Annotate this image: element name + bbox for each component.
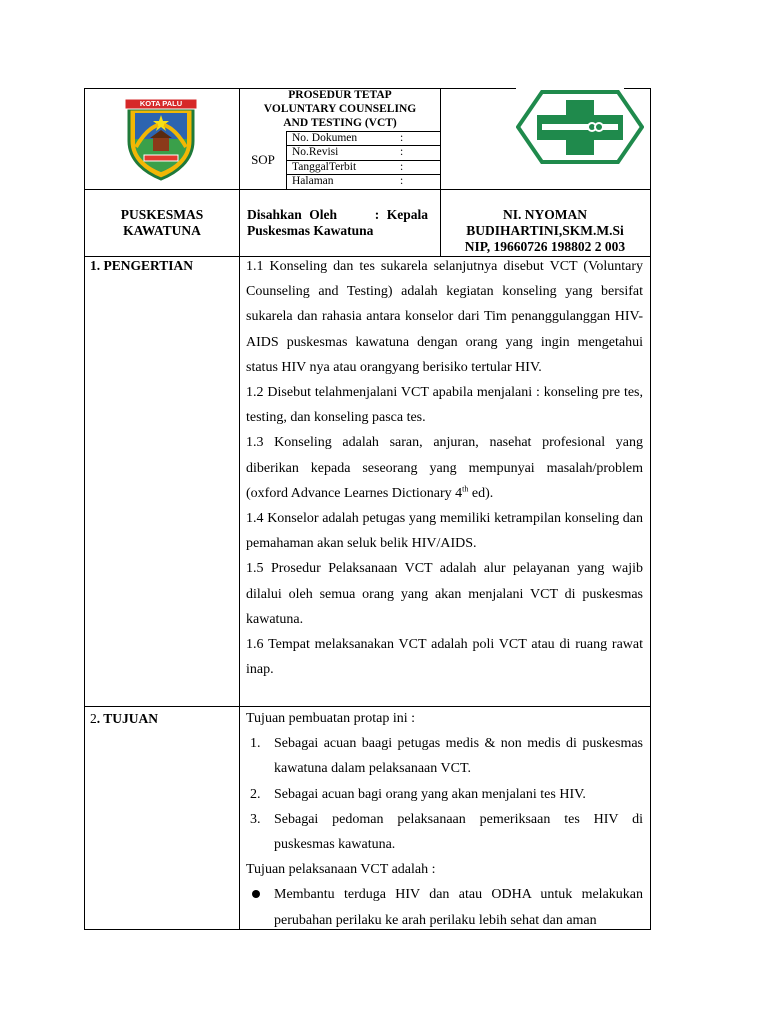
definition-paragraph: 1.6 Tempat melaksanakan VCT adalah poli VCT atau di ruang rawat inap. — [246, 637, 643, 678]
header-right-divider — [440, 88, 441, 256]
list-text: Sebagai acuan bagi orang yang akan menjalani tes HIV. — [274, 786, 586, 802]
meta-row-nomor-dokumen — [292, 131, 438, 145]
meta-colon: : — [400, 132, 404, 144]
table-column-divider — [239, 88, 240, 930]
definition-paragraph — [246, 430, 643, 506]
definition-paragraph: 1.1 Konseling dan tes sukarela selanjutnya disebut VCT (Voluntary Counseling and Testing) adalah kegiatan konseling yang bersifat sukarela dan rahasia antara konselor dari Tim penanggulanggan HIV-AIDS puskesmas kawatuna dengan orang yang ingin mengetahui status HIV nya atau orangyang berisiko tertular HIV. — [246, 259, 643, 375]
section-title-pengertian: 1. PENGERTIAN — [90, 258, 194, 273]
institution-line: KAWATUNA — [123, 223, 201, 238]
section-title-tujuan — [90, 711, 158, 727]
meta-row-revisi — [292, 145, 438, 159]
superscript-th: th — [462, 484, 469, 494]
kota-palu-emblem-icon — [124, 97, 198, 181]
list-item — [246, 731, 643, 781]
approved-by: Disahkan Oleh : Kepala Puskesmas Kawatuna — [247, 207, 432, 238]
meta-row-tanggal-terbit — [292, 160, 438, 174]
section-body-tujuan — [246, 706, 643, 933]
list-text: Sebagai acuan baagi petugas medis & non medis di puskesmas kawatuna dalam pelaksanaan VCT. — [274, 736, 643, 777]
signer-info — [442, 207, 648, 255]
bullet-item — [246, 882, 643, 932]
institution-name — [86, 207, 238, 239]
bullet-text: Membantu terduga HIV dan atau ODHA untuk melakukan perubahan perilaku ke arah perilaku lebih sehat dan aman — [274, 887, 643, 928]
signer-name: NI. NYOMAN — [503, 207, 587, 222]
bullet-icon — [252, 890, 260, 898]
puskesmas-cross-icon — [516, 86, 644, 168]
meta-colon: : — [400, 146, 404, 158]
meta-label: No. Dokumen — [292, 132, 358, 144]
document-title — [240, 88, 440, 130]
definition-text-end: ed). — [468, 485, 494, 501]
institution-line: PUSKESMAS — [120, 207, 204, 222]
meta-colon: : — [400, 161, 404, 173]
list-number: 3. — [250, 811, 261, 827]
title-line: AND TESTING (VCT) — [283, 117, 397, 129]
definition-text: 1.3 Konseling adalah saran, anjuran, nasehat profesional yang diberikan kepada seseorang yang mempunyai masalah/problem (oxford Advance Learnes Dictionary 4 — [246, 435, 643, 501]
list-item — [246, 807, 643, 857]
list-item — [246, 782, 643, 807]
header-bottom-border — [84, 189, 651, 190]
tujuan-intro-2: Tujuan pelaksanaan VCT adalah : — [246, 862, 436, 878]
definition-paragraph: 1.5 Prosedur Pelaksanaan VCT adalah alur pelayanan yang wajib dilalui oleh semua orang yang akan menjalani VCT di puskesmas kawatuna. — [246, 561, 643, 627]
meta-label: TanggalTerbit — [292, 161, 357, 173]
emblem-banner-text: KOTA PALU — [139, 99, 183, 108]
title-line: VOLUNTARY COUNSELING — [263, 103, 417, 115]
definition-paragraph: 1.2 Disebut telahmenjalani VCT apabila menjalani : konseling pre tes, testing, dan konseling pasca tes. — [246, 385, 643, 426]
section-title-text: . TUJUAN — [96, 711, 159, 726]
sop-meta-divider — [286, 131, 287, 189]
definition-paragraph: 1.4 Konselor adalah petugas yang memiliki ketrampilan konseling dan pemahaman akan seluk belik HIV/AIDS. — [246, 511, 643, 552]
tujuan-intro: Tujuan pembuatan protap ini : — [246, 711, 416, 726]
meta-colon: : — [400, 175, 404, 187]
meta-label: Halaman — [292, 175, 334, 187]
signer-name-line2: BUDIHARTINI,SKM.M.Si — [466, 223, 624, 238]
table-right-border — [650, 88, 651, 930]
title-line: PROSEDUR TETAP — [288, 89, 392, 101]
list-number: 2. — [250, 786, 261, 802]
list-text: Sebagai pedoman pelaksanaan pemeriksaan tes HIV di puskesmas kawatuna. — [274, 811, 643, 853]
section-number: 2 — [90, 711, 97, 726]
table-left-border — [84, 88, 85, 930]
meta-row-halaman — [292, 174, 438, 188]
section-body-pengertian — [246, 254, 643, 682]
signer-nip: NIP, 19660726 198802 2 003 — [464, 239, 626, 254]
meta-label: No.Revisi — [292, 146, 339, 158]
sop-label: SOP — [251, 152, 275, 167]
list-number: 1. — [250, 736, 261, 752]
